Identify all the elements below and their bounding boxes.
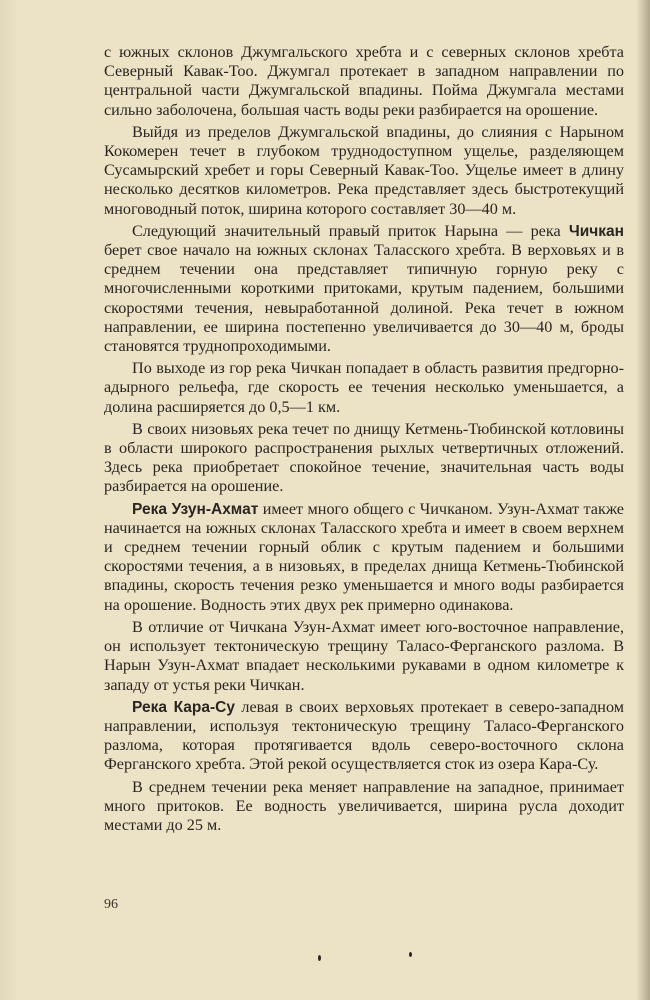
text-run: В отличие от Чичкана Узун-Ахмат имеет юго-восточное направление, он использует тектоническую трещину Таласо-Ферганского разлома. В Нарын Узун-Ахмат впадает несколькими рукавами в одном километре к западу от устья реки Чичкан. bbox=[104, 617, 624, 694]
body-text bbox=[104, 43, 624, 838]
paragraph bbox=[104, 618, 624, 695]
paragraph bbox=[104, 123, 624, 219]
paragraph bbox=[104, 698, 624, 775]
print-speck bbox=[409, 952, 412, 957]
page-number: 96 bbox=[104, 897, 118, 912]
text-run: левая в своих верховьях протекает в северо-западном направлении, используя тектоническую трещину Таласо-Ферганского разлома, которая протягивается вдоль северо-восточного склона Ферганского хребта. Этой рекой осуществляется сток из озера Кара-Су. bbox=[104, 697, 624, 774]
paragraph bbox=[104, 43, 624, 120]
river-name: Река Кара-Су bbox=[132, 698, 235, 716]
print-speck bbox=[318, 955, 321, 961]
paragraph bbox=[104, 222, 624, 356]
text-run: В среднем течении река меняет направление на западное, принимает много притоков. Ее водность увеличивается, ширина русла доходит местами до 25 м. bbox=[104, 777, 624, 834]
paragraph bbox=[104, 778, 624, 836]
text-run: В своих низовьях река течет по днищу Кетмень-Тюбинской котловины в области широкого распространения рыхлых четвертичных отложений. Здесь река приобретает спокойное течение, значительная часть воды разбирается на орошение. bbox=[104, 419, 624, 496]
text-run: берет свое начало на южных склонах Таласского хребта. В верховьях и в среднем течении она представляет типичную горную реку с многочисленными короткими притоками, крутым падением, большими скоростями течения, невыработанной долиной. Река течет в южном направлении, ее ширина постепенно увеличивается до 30—40 м, броды становятся труднопроходимыми. bbox=[104, 241, 624, 356]
text-run: Выйдя из пределов Джумгальской впадины, до слияния с Нарыном Кокомерен течет в глубоком труднодоступном ущелье, разделяющем Сусамырский хребет и горы Северный Кавак-Тоо. Ущелье имеет в длину несколько десятков километров. Река представляет здесь быстротекущий многоводный поток, ширина которого составляет 30—40 м. bbox=[104, 122, 624, 218]
river-name: Река Узун-Ахмат bbox=[132, 500, 259, 518]
river-name: Чичкан bbox=[568, 222, 624, 240]
text-run: Следующий значительный правый приток Нарына — река bbox=[132, 221, 569, 240]
paragraph bbox=[104, 420, 624, 497]
text-run: имеет много общего с Чичканом. Узун-Ахмат также начинается на южных склонах Таласского хребта и имеет в своем верхнем и среднем течении горный облик с крутым падением и большими скоростями течения, а в низовьях, в пределах днища Кетмень-Тюбинской впадины, скорость течения резко уменьшается и много воды разбирается на орошение. Водность этих двух рек примерно одинакова. bbox=[104, 499, 624, 614]
paragraph bbox=[104, 500, 624, 615]
paragraph bbox=[104, 359, 624, 417]
text-run: По выходе из гор река Чичкан попадает в область развития предгорно-адырного рельефа, где скорость ее течения несколько уменьшается, а долина расширяется до 0,5—1 км. bbox=[104, 359, 624, 416]
text-run: с южных склонов Джумгальского хребта и с северных склонов хребта Северный Кавак-Тоо. Джумгал протекает в западном направлении по центральной части Джумгальской впадины. Пойма Джумгала местами сильно заболочена, большая часть воды реки разбирается на орошение. bbox=[104, 43, 624, 119]
